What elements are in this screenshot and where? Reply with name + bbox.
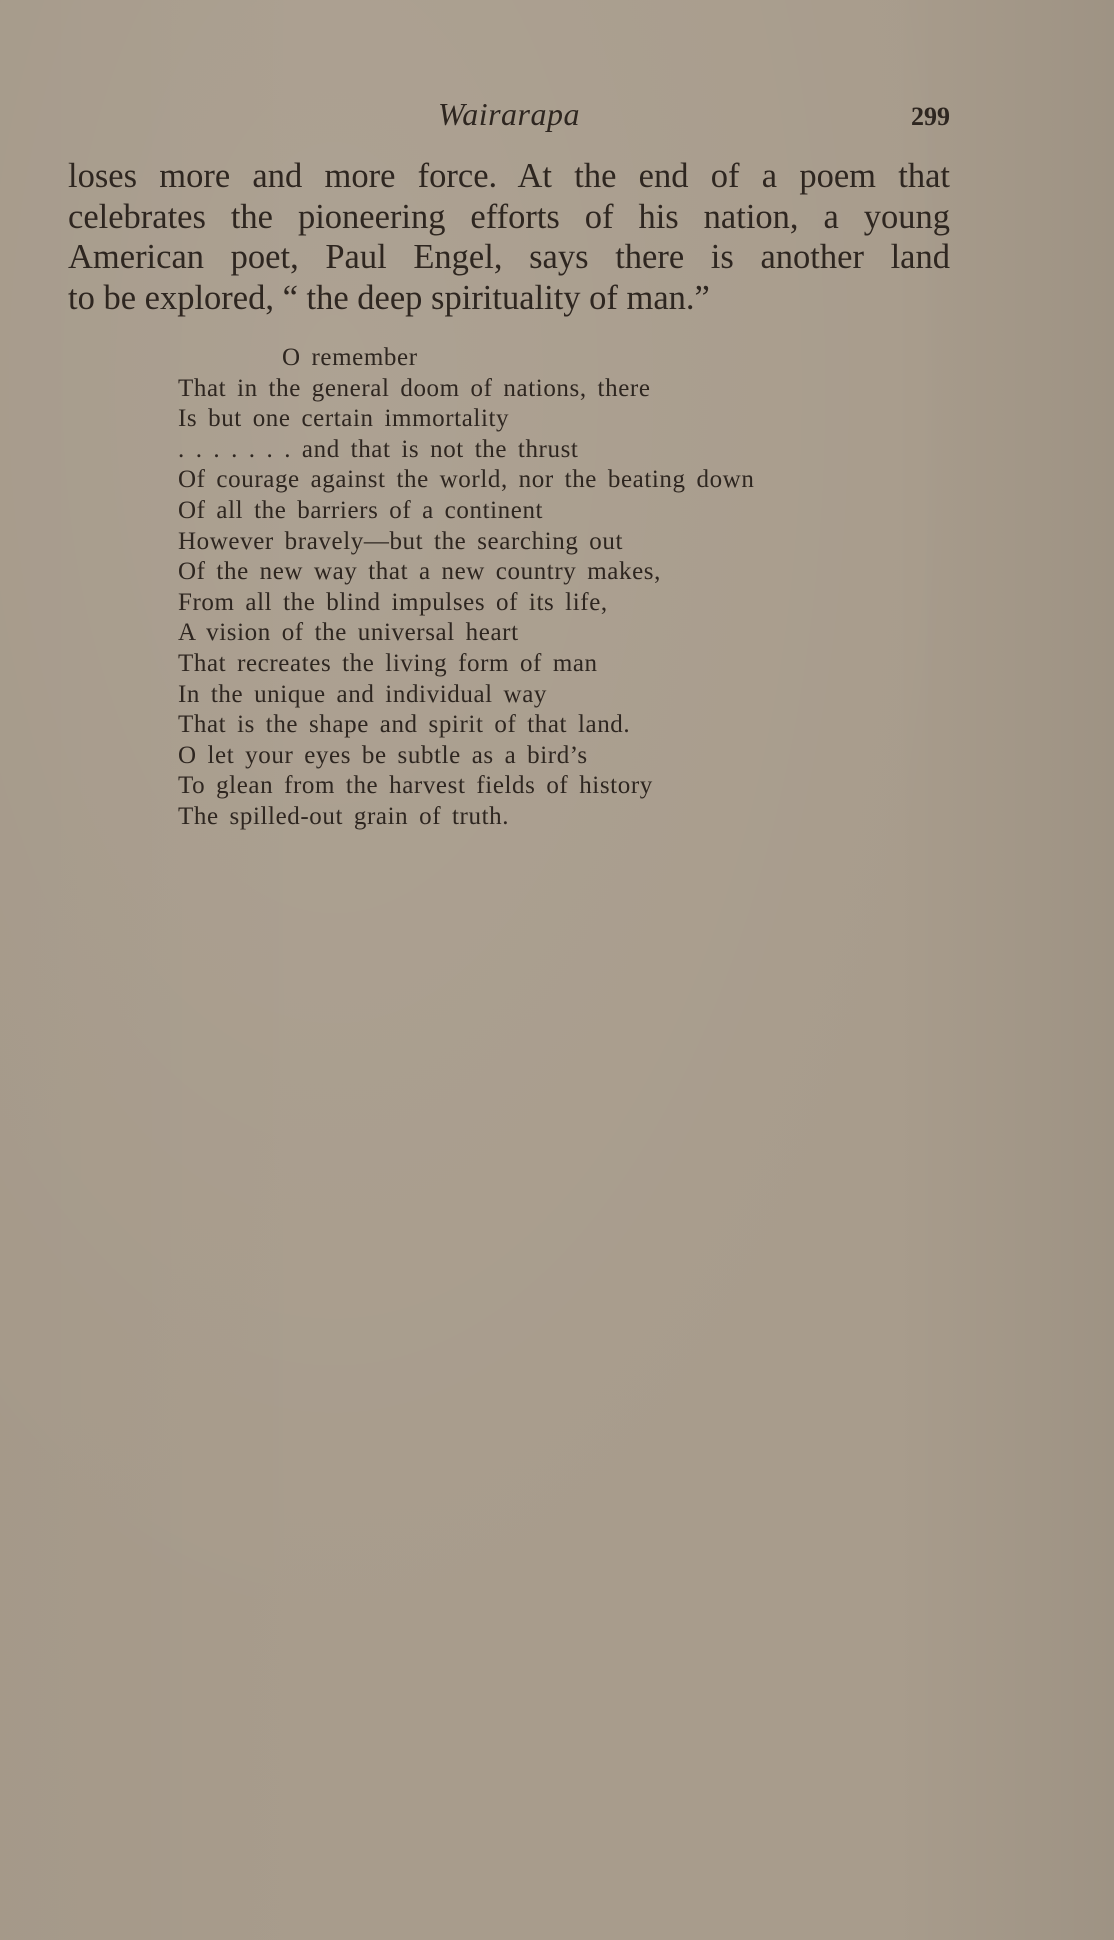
page-number: 299 (911, 102, 950, 131)
body-line: celebrates the pioneering efforts of his nation, a young (68, 197, 950, 236)
body-line: American poet, Paul Engel, says there is another land (68, 238, 950, 276)
poem-line: Of all the barriers of a continent (178, 496, 544, 524)
body-paragraph (68, 156, 950, 318)
poem-line: That recreates the living form of man (178, 649, 598, 677)
poem-line: Is but one certain immortality (178, 405, 510, 433)
poem-line: O let your eyes be subtle as a bird’s (178, 741, 588, 769)
poem-line: However bravely—but the searching out (178, 527, 624, 555)
poem-line: From all the blind impulses of its life, (178, 588, 608, 616)
poem-line: That is the shape and spirit of that land. (178, 711, 631, 739)
poem-line: A vision of the universal heart (178, 619, 519, 647)
poem-line: O remember (282, 344, 418, 371)
poem-line: Of courage against the world, nor the beating down (178, 466, 755, 494)
poem-quotation (178, 343, 878, 833)
running-head (68, 96, 950, 140)
running-title: Wairarapa (437, 96, 580, 132)
poem-line: . . . . . . . and that is not the thrust (178, 435, 579, 463)
poem-line: The spilled-out grain of truth. (178, 802, 510, 830)
body-line: to be explored, “ the deep spirituality of man.” (68, 278, 710, 317)
poem-line: That in the general doom of nations, there (178, 374, 651, 402)
poem-line: To glean from the harvest fields of history (178, 772, 653, 800)
poem-line: In the unique and individual way (178, 680, 547, 708)
body-line: loses more and more force. At the end of a poem that (68, 157, 950, 195)
poem-line: Of the new way that a new country makes, (178, 558, 661, 586)
